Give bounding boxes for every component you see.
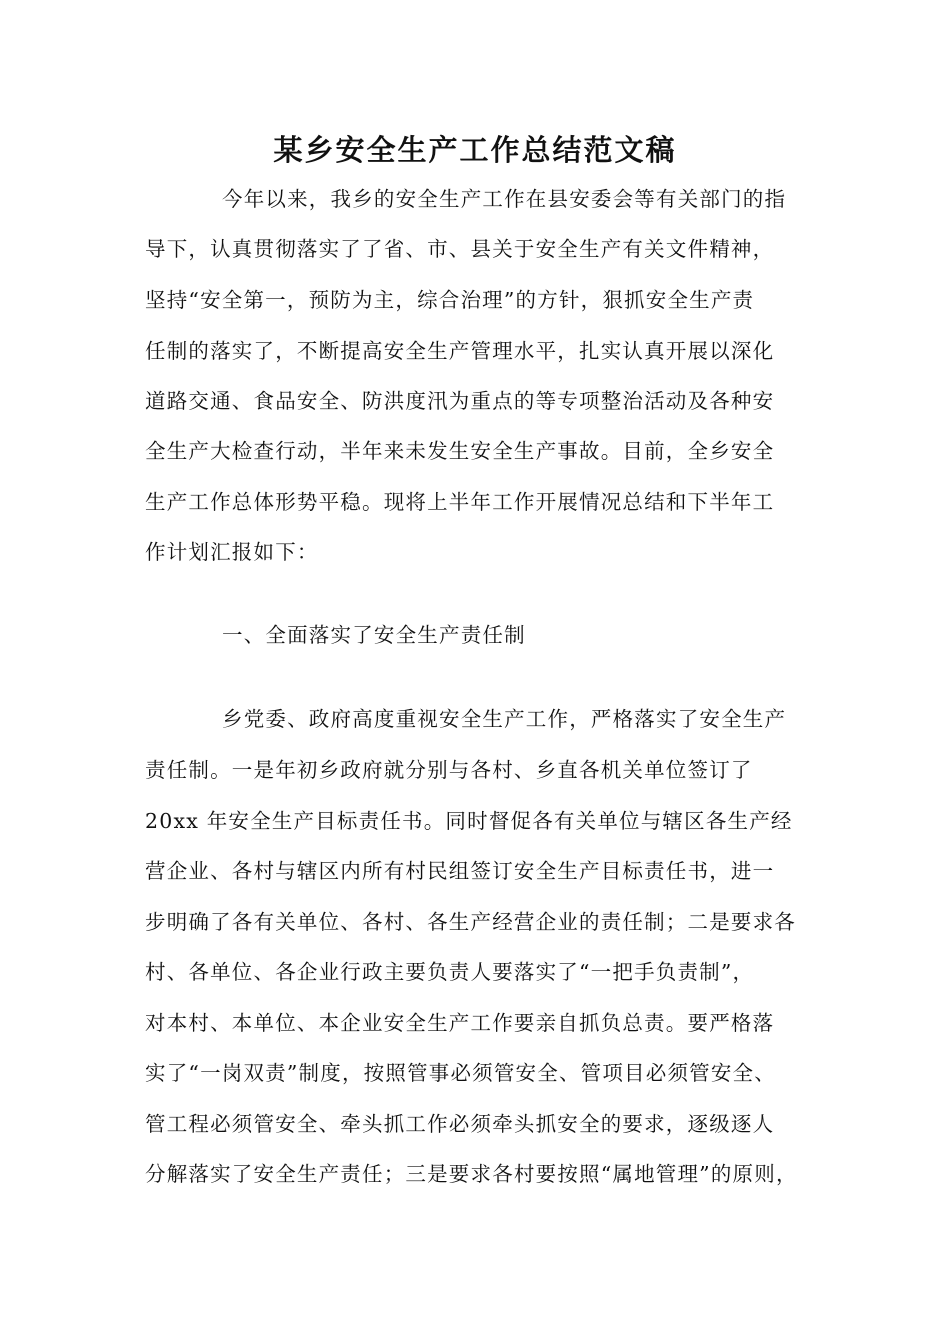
intro-line: 全生产大检查行动，半年来未发生安全生产事故。目前，全乡安全 bbox=[145, 439, 775, 463]
section-line: 村、各单位、各企业行政主要负责人要落实了“一把手负责制”， bbox=[145, 960, 755, 984]
section-heading: 一、全面落实了安全生产责任制 bbox=[222, 623, 526, 647]
section-line: 对本村、本单位、本企业安全生产工作要亲自抓负总责。要严格落 bbox=[145, 1011, 775, 1035]
section-line: 步明确了各有关单位、各村、各生产经营企业的责任制；二是要求各 bbox=[145, 910, 796, 934]
section-line: 分解落实了安全生产责任；三是要求各村要按照“属地管理”的原则， bbox=[145, 1162, 798, 1186]
intro-line: 作计划汇报如下： bbox=[145, 540, 319, 564]
section-line: 责任制。一是年初乡政府就分别与各村、乡直各机关单位签订了 bbox=[145, 758, 753, 782]
intro-line: 生产工作总体形势平稳。现将上半年工作开展情况总结和下半年工 bbox=[145, 490, 775, 514]
intro-line: 导下，认真贯彻落实了了省、市、县关于安全生产有关文件精神， bbox=[145, 237, 775, 261]
section-line: 管工程必须管安全、牵头抓工作必须牵头抓安全的要求，逐级逐人 bbox=[145, 1112, 775, 1136]
intro-line: 坚持“安全第一，预防为主，综合治理”的方针，狠抓安全生产责 bbox=[145, 288, 755, 312]
section-line: 实了“一岗双责”制度，按照管事必须管安全、管项目必须管安全、 bbox=[145, 1061, 776, 1085]
section-line: 乡党委、政府高度重视安全生产工作，严格落实了安全生产 bbox=[222, 707, 787, 731]
intro-line: 今年以来，我乡的安全生产工作在县安委会等有关部门的指 bbox=[222, 187, 787, 211]
intro-line: 道路交通、食品安全、防洪度汛为重点的等专项整治活动及各种安 bbox=[145, 389, 775, 413]
section-line: 营企业、各村与辖区内所有村民组签订安全生产目标责任书，进一 bbox=[145, 859, 775, 883]
document-title: 某乡安全生产工作总结范文稿 bbox=[273, 133, 677, 167]
section-line: 20xx 年安全生产目标责任书。同时督促各有关单位与辖区各生产经 bbox=[145, 809, 793, 833]
intro-line: 任制的落实了，不断提高安全生产管理水平，扎实认真开展以深化 bbox=[145, 339, 775, 363]
